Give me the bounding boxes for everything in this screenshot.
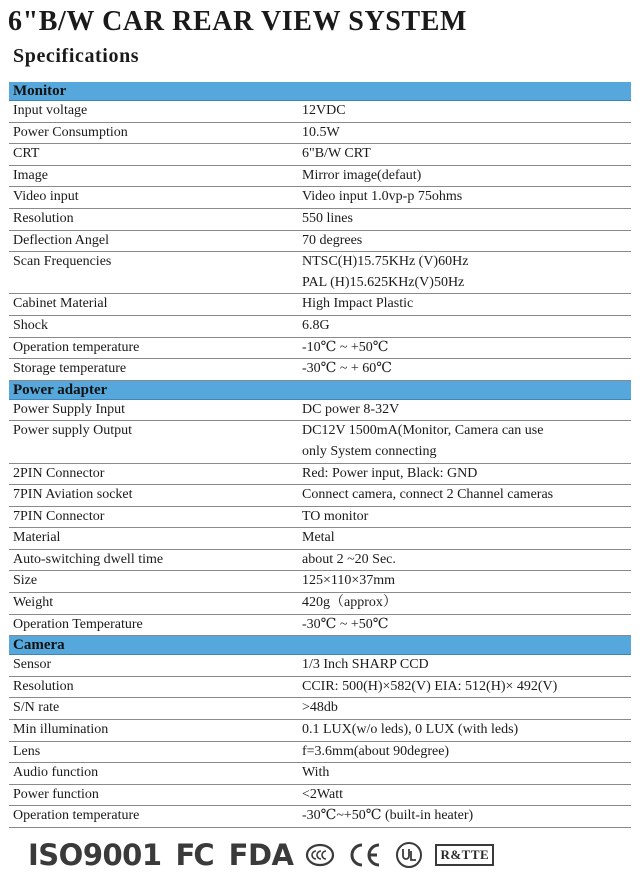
spec-value-line: NTSC(H)15.75KHz (V)60Hz <box>302 254 469 270</box>
spec-row <box>9 421 631 463</box>
spec-label: 7PIN Connector <box>9 506 298 528</box>
spec-label: Deflection Angel <box>9 230 298 252</box>
spec-value-line: Metal <box>302 530 335 546</box>
spec-row <box>9 208 631 230</box>
fda-logo: FDA <box>228 838 294 872</box>
spec-row <box>9 571 631 593</box>
spec-label: S/N rate <box>9 698 298 720</box>
spec-value <box>298 655 631 677</box>
spec-row <box>9 101 631 123</box>
spec-value-line: -30℃~+50℃ (built-in heater) <box>302 808 474 824</box>
spec-label: Power Supply Input <box>9 399 298 421</box>
spec-label: 7PIN Aviation socket <box>9 485 298 507</box>
spec-value-line: f=3.6mm(about 90degree) <box>302 743 450 759</box>
spec-value <box>298 485 631 507</box>
spec-value-line: TO monitor <box>302 508 369 524</box>
spec-label: Power supply Output <box>9 421 298 463</box>
spec-value <box>298 230 631 252</box>
spec-value <box>298 359 631 381</box>
section-header <box>9 380 631 399</box>
spec-value-line: 12VDC <box>302 103 346 118</box>
spec-row <box>9 763 631 785</box>
page-title: 6"B/W CAR REAR VIEW SYSTEM <box>8 6 468 37</box>
spec-label: Operation Temperature <box>9 614 298 636</box>
spec-label: Material <box>9 528 298 550</box>
spec-label: Weight <box>9 593 298 615</box>
ce-mark-icon <box>347 841 383 869</box>
spec-row <box>9 655 631 677</box>
spec-value <box>298 144 631 166</box>
spec-label: Input voltage <box>9 101 298 123</box>
spec-label: Cabinet Material <box>9 294 298 316</box>
spec-label: Resolution <box>9 208 298 230</box>
spec-value-line: 420g（approx） <box>302 595 397 611</box>
section-subtitle: Specifications <box>13 45 140 67</box>
spec-value-line: Mirror image(defaut) <box>302 167 422 183</box>
spec-value-line: DC12V 1500mA(Monitor, Camera can use <box>302 423 544 439</box>
spec-value <box>298 763 631 785</box>
spec-value-line: DC power 8-32V <box>302 401 400 417</box>
spec-row <box>9 720 631 742</box>
spec-row <box>9 165 631 187</box>
spec-value <box>298 614 631 636</box>
spec-row <box>9 528 631 550</box>
spec-value-line: 10.5W <box>302 124 340 140</box>
spec-value <box>298 720 631 742</box>
spec-value <box>298 122 631 144</box>
spec-value-line: 550 lines <box>302 210 353 226</box>
spec-value <box>298 187 631 209</box>
spec-label: 2PIN Connector <box>9 463 298 485</box>
spec-row <box>9 506 631 528</box>
spec-row <box>9 230 631 252</box>
spec-value-line: only System connecting <box>302 443 437 459</box>
spec-value-line: 70 degrees <box>302 232 363 248</box>
section-header <box>9 636 631 655</box>
spec-value <box>298 806 631 828</box>
spec-label: Storage temperature <box>9 359 298 381</box>
spec-label: Auto-switching dwell time <box>9 549 298 571</box>
spec-value <box>298 315 631 337</box>
spec-row <box>9 315 631 337</box>
spec-row <box>9 463 631 485</box>
ccc-mark-icon <box>305 843 335 867</box>
spec-value <box>298 741 631 763</box>
ul-mark-icon <box>395 841 423 869</box>
spec-row <box>9 676 631 698</box>
spec-row <box>9 399 631 421</box>
spec-row <box>9 485 631 507</box>
spec-value <box>298 698 631 720</box>
spec-row <box>9 549 631 571</box>
spec-row <box>9 698 631 720</box>
spec-row <box>9 144 631 166</box>
spec-value-line: -30℃ ~ + 60℃ <box>302 361 392 377</box>
spec-label: Video input <box>9 187 298 209</box>
spec-value-line: <2Watt <box>302 786 343 802</box>
spec-value-line: Red: Power input, Black: GND <box>302 465 478 481</box>
spec-row <box>9 614 631 636</box>
spec-label: Min illumination <box>9 720 298 742</box>
spec-value-line: CCIR: 500(H)×582(V) EIA: 512(H)× 492(V) <box>302 678 558 694</box>
spec-label: CRT <box>9 144 298 166</box>
spec-label: Resolution <box>9 676 298 698</box>
spec-value-line: 1/3 Inch SHARP CCD <box>302 657 429 673</box>
spec-row <box>9 122 631 144</box>
spec-value <box>298 421 631 463</box>
spec-value-line: 6.8G <box>302 317 330 333</box>
spec-value <box>298 165 631 187</box>
spec-value <box>298 337 631 359</box>
spec-value-line: -10℃ ~ +50℃ <box>302 339 389 355</box>
spec-value <box>298 208 631 230</box>
spec-row <box>9 784 631 806</box>
spec-value <box>298 549 631 571</box>
spec-label: Operation temperature <box>9 337 298 359</box>
spec-label: Image <box>9 165 298 187</box>
spec-value <box>298 101 631 123</box>
spec-row <box>9 252 631 294</box>
spec-value <box>298 463 631 485</box>
section-header-label: Monitor <box>9 82 631 101</box>
spec-label: Audio function <box>9 763 298 785</box>
section-header-label: Camera <box>9 636 631 655</box>
spec-value-line: PAL (H)15.625KHz(V)50Hz <box>302 274 465 290</box>
certification-logos <box>28 838 494 872</box>
spec-value <box>298 294 631 316</box>
spec-value-line: With <box>302 765 330 781</box>
spec-table <box>9 82 631 828</box>
spec-label: Scan Frequencies <box>9 252 298 294</box>
spec-value <box>298 506 631 528</box>
iso9001-logo: ISO9001 <box>28 838 162 872</box>
spec-value <box>298 571 631 593</box>
spec-value-line: 0.1 LUX(w/o leds), 0 LUX (with leds) <box>302 722 519 738</box>
spec-value-line: Video input 1.0vp-p 75ohms <box>302 189 463 205</box>
spec-value-line: Connect camera, connect 2 Channel cameras <box>302 487 554 503</box>
spec-value <box>298 252 631 294</box>
spec-value <box>298 593 631 615</box>
spec-value-line: about 2 ~20 Sec. <box>302 551 396 567</box>
section-header-label: Power adapter <box>9 380 631 399</box>
spec-label: Operation temperature <box>9 806 298 828</box>
spec-label: Sensor <box>9 655 298 677</box>
spec-value <box>298 784 631 806</box>
spec-row <box>9 337 631 359</box>
spec-row <box>9 294 631 316</box>
spec-row <box>9 359 631 381</box>
spec-value-line: 6"B/W CRT <box>302 146 371 162</box>
spec-row <box>9 593 631 615</box>
spec-value-line: 125×110×37mm <box>302 573 396 589</box>
spec-label: Power Consumption <box>9 122 298 144</box>
spec-value-line: -30℃ ~ +50℃ <box>302 616 389 632</box>
spec-value-line: High Impact Plastic <box>302 296 414 312</box>
spec-row <box>9 806 631 828</box>
fcc-logo: FC <box>175 838 213 872</box>
spec-label: Size <box>9 571 298 593</box>
spec-value <box>298 528 631 550</box>
spec-value-line: >48db <box>302 700 338 716</box>
spec-label: Lens <box>9 741 298 763</box>
spec-row <box>9 187 631 209</box>
rtte-logo: R&TTE <box>435 844 494 866</box>
section-header <box>9 82 631 101</box>
spec-value <box>298 399 631 421</box>
spec-value <box>298 676 631 698</box>
spec-row <box>9 741 631 763</box>
spec-label: Shock <box>9 315 298 337</box>
spec-label: Power function <box>9 784 298 806</box>
